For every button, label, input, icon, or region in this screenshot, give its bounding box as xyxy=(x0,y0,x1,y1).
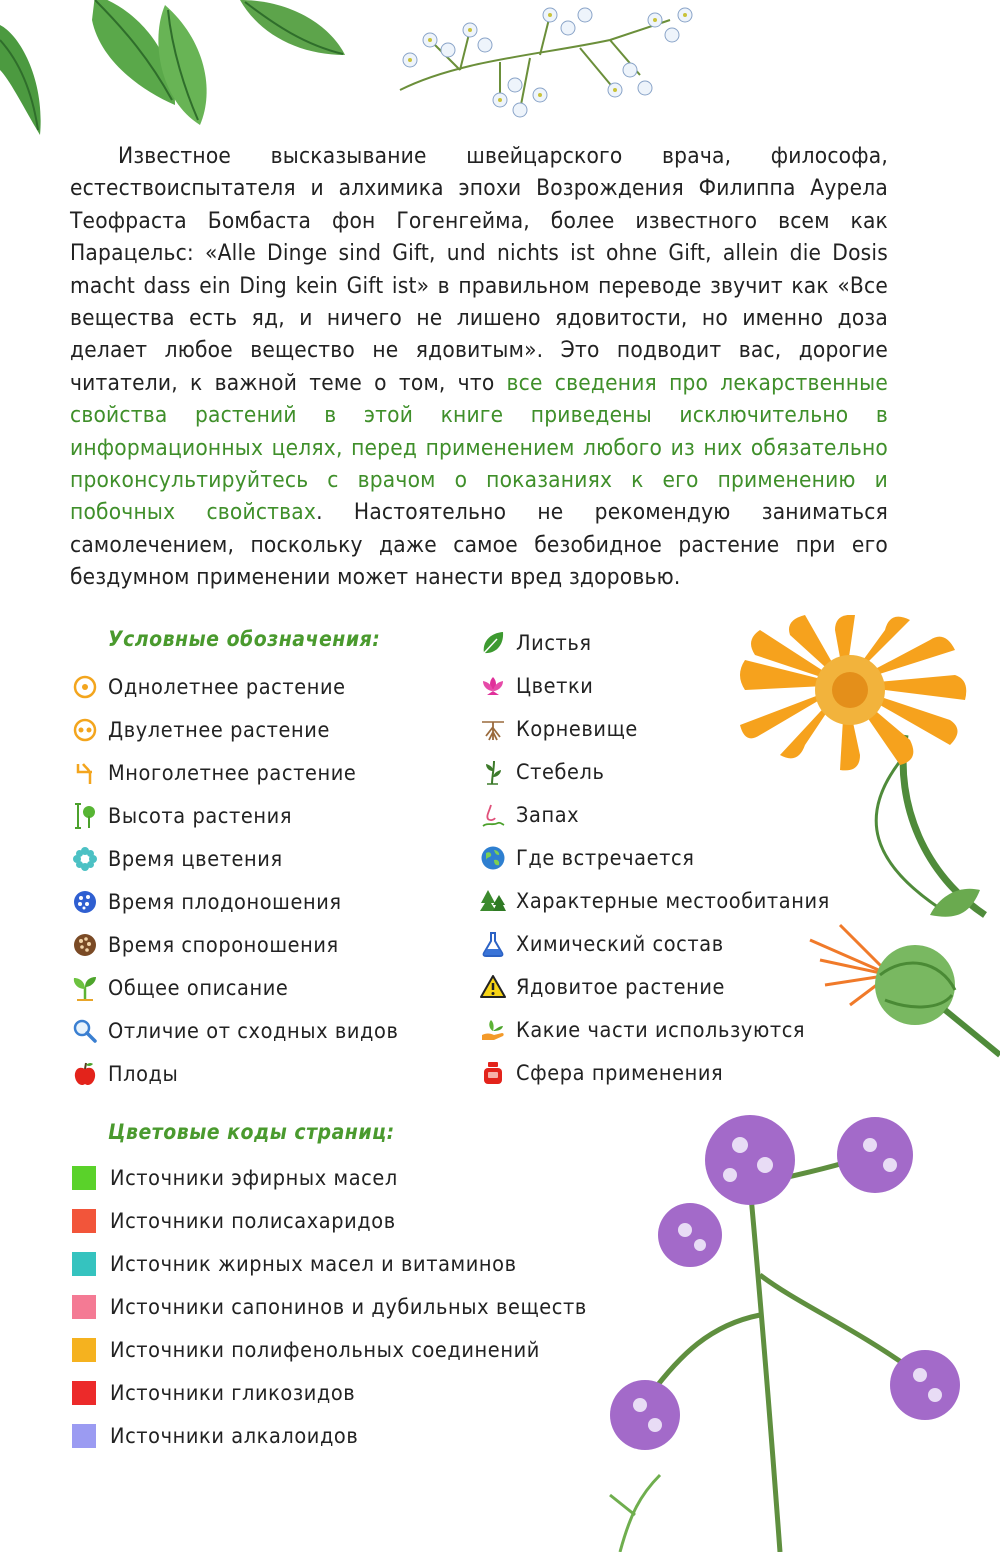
legend-label: Какие части используются xyxy=(516,1017,806,1043)
valerian-illustration xyxy=(600,1095,1000,1552)
color-swatch xyxy=(72,1166,96,1190)
fruiting-time-icon xyxy=(70,887,100,917)
legend-item-fruits xyxy=(70,1059,178,1089)
legend-item-rhizome xyxy=(478,714,638,744)
legend-item-application xyxy=(478,1058,723,1088)
legend-item-flowers xyxy=(478,671,593,701)
globe-icon xyxy=(478,843,508,873)
intro-warning-highlight: все сведения про лекарственные свойства растений в этой книге приведены исключительно в информационных целях, перед применением любого из них обязательно проконсультируйтесь с врачом о показаниях к его применению и побочных свойствах xyxy=(70,369,888,526)
legend-item-chemistry xyxy=(478,929,724,959)
sporulation-icon xyxy=(70,930,100,960)
biennial-icon xyxy=(70,715,100,745)
color-code-item xyxy=(70,1249,517,1279)
legend-label: Цветки xyxy=(516,673,594,699)
color-swatch xyxy=(72,1381,96,1405)
legend-item-height xyxy=(70,801,292,831)
magnifier-icon xyxy=(70,1016,100,1046)
color-code-item xyxy=(70,1421,358,1451)
leaf-icon xyxy=(478,628,508,658)
legend-label: Корневище xyxy=(516,716,638,742)
legend-item-habitats xyxy=(478,886,830,916)
legend-label: Плоды xyxy=(108,1061,179,1087)
color-code-label: Источники полифенольных соединений xyxy=(110,1337,540,1363)
legend-label: Высота растения xyxy=(108,803,293,829)
legend-label: Ядовитое растение xyxy=(516,974,726,1000)
legend-label: Стебель xyxy=(516,759,605,785)
perennial-icon xyxy=(70,758,100,788)
color-swatch xyxy=(72,1209,96,1233)
legend-label: Время цветения xyxy=(108,846,283,872)
intro-text-part2: . Настоятельно не рекомендую заниматься самолечением, поскольку даже самое безобидное растение при его бездумном применении может нанести вред здоровью. xyxy=(70,499,888,591)
intro-text-part1: Известное высказывание швейцарского врача, философа, естествоиспытателя и алхимика эпохи Возрождения Филиппа Аурела Теофраста Бомбаста фон Гогенгейма, более известного всем как Парацельс: «Alle Dinge sind Gift, und nichts ist ohne Gift, allein die Dosis macht dass ein Ding kein Gift ist» в правильном переводе звучит как «Все вещества есть яд, и ничего не лишено ядовитости, но именно доза делает любое вещество не ядовитым». Это подводит вас, дорогие читатели, к важной теме о том, что xyxy=(70,143,888,396)
trees-icon xyxy=(478,886,508,916)
color-swatch xyxy=(72,1424,96,1448)
legend-label: Запах xyxy=(516,802,580,828)
legend-label: Многолетнее растение xyxy=(108,760,357,786)
legend-label: Общее описание xyxy=(108,975,289,1001)
legend-item-smell xyxy=(478,800,579,830)
color-code-item xyxy=(70,1292,587,1322)
legend-item-stem xyxy=(478,757,604,787)
stem-icon xyxy=(478,757,508,787)
color-code-label: Источники эфирных масел xyxy=(110,1165,398,1191)
legend-label: Двулетнее растение xyxy=(108,717,330,743)
flowering-time-icon xyxy=(70,844,100,874)
color-swatch xyxy=(72,1338,96,1362)
annual-icon xyxy=(70,672,100,702)
legend-label: Где встречается xyxy=(516,845,695,871)
sprout-icon xyxy=(70,973,100,1003)
legend-label: Характерные местообитания xyxy=(516,888,830,914)
legend-item-description xyxy=(70,973,288,1003)
warning-icon xyxy=(478,972,508,1002)
apple-icon xyxy=(70,1059,100,1089)
legend-item-biennial xyxy=(70,715,330,745)
color-code-label: Источники полисахаридов xyxy=(110,1208,396,1234)
legend-label: Однолетнее растение xyxy=(108,674,346,700)
color-code-label: Источники гликозидов xyxy=(110,1380,356,1406)
height-icon xyxy=(70,801,100,831)
color-code-label: Источники алкалоидов xyxy=(110,1423,359,1449)
legend-item-annual xyxy=(70,672,346,702)
color-swatch xyxy=(72,1295,96,1319)
nose-icon xyxy=(478,800,508,830)
legend-label: Листья xyxy=(516,630,592,656)
legend-label: Время плодоношения xyxy=(108,889,342,915)
white-flowers-illustration xyxy=(380,0,710,125)
jar-icon xyxy=(478,1058,508,1088)
legend-heading: Условные обозначения: xyxy=(108,627,381,651)
color-code-label: Источник жирных масел и витаминов xyxy=(110,1251,517,1277)
flask-icon xyxy=(478,929,508,959)
legend-item-perennial xyxy=(70,758,356,788)
color-code-item xyxy=(70,1335,540,1365)
color-code-item xyxy=(70,1206,396,1236)
leaves-illustration xyxy=(0,0,380,140)
legend-item-poisonous xyxy=(478,972,725,1002)
legend-item-leaves xyxy=(478,628,592,658)
legend-item-distinction xyxy=(70,1016,398,1046)
legend-item-used-parts xyxy=(478,1015,805,1045)
color-swatch xyxy=(72,1252,96,1276)
color-code-item xyxy=(70,1378,355,1408)
color-code-item xyxy=(70,1163,398,1193)
legend-label: Сфера применения xyxy=(516,1060,724,1086)
root-icon xyxy=(478,714,508,744)
legend-item-sporulation xyxy=(70,930,339,960)
legend-label: Время спороношения xyxy=(108,932,339,958)
color-codes-heading: Цветовые коды страниц: xyxy=(108,1120,395,1144)
legend-item-where-found xyxy=(478,843,694,873)
legend-label: Химический состав xyxy=(516,931,724,957)
hand-plant-icon xyxy=(478,1015,508,1045)
intro-paragraph xyxy=(70,140,888,594)
legend-item-fruiting-time xyxy=(70,887,342,917)
legend-item-flowering-time xyxy=(70,844,283,874)
flower-icon xyxy=(478,671,508,701)
legend-label: Отличие от сходных видов xyxy=(108,1018,399,1044)
color-code-label: Источники сапонинов и дубильных веществ xyxy=(110,1294,587,1320)
calendula-illustration xyxy=(730,615,1000,1060)
